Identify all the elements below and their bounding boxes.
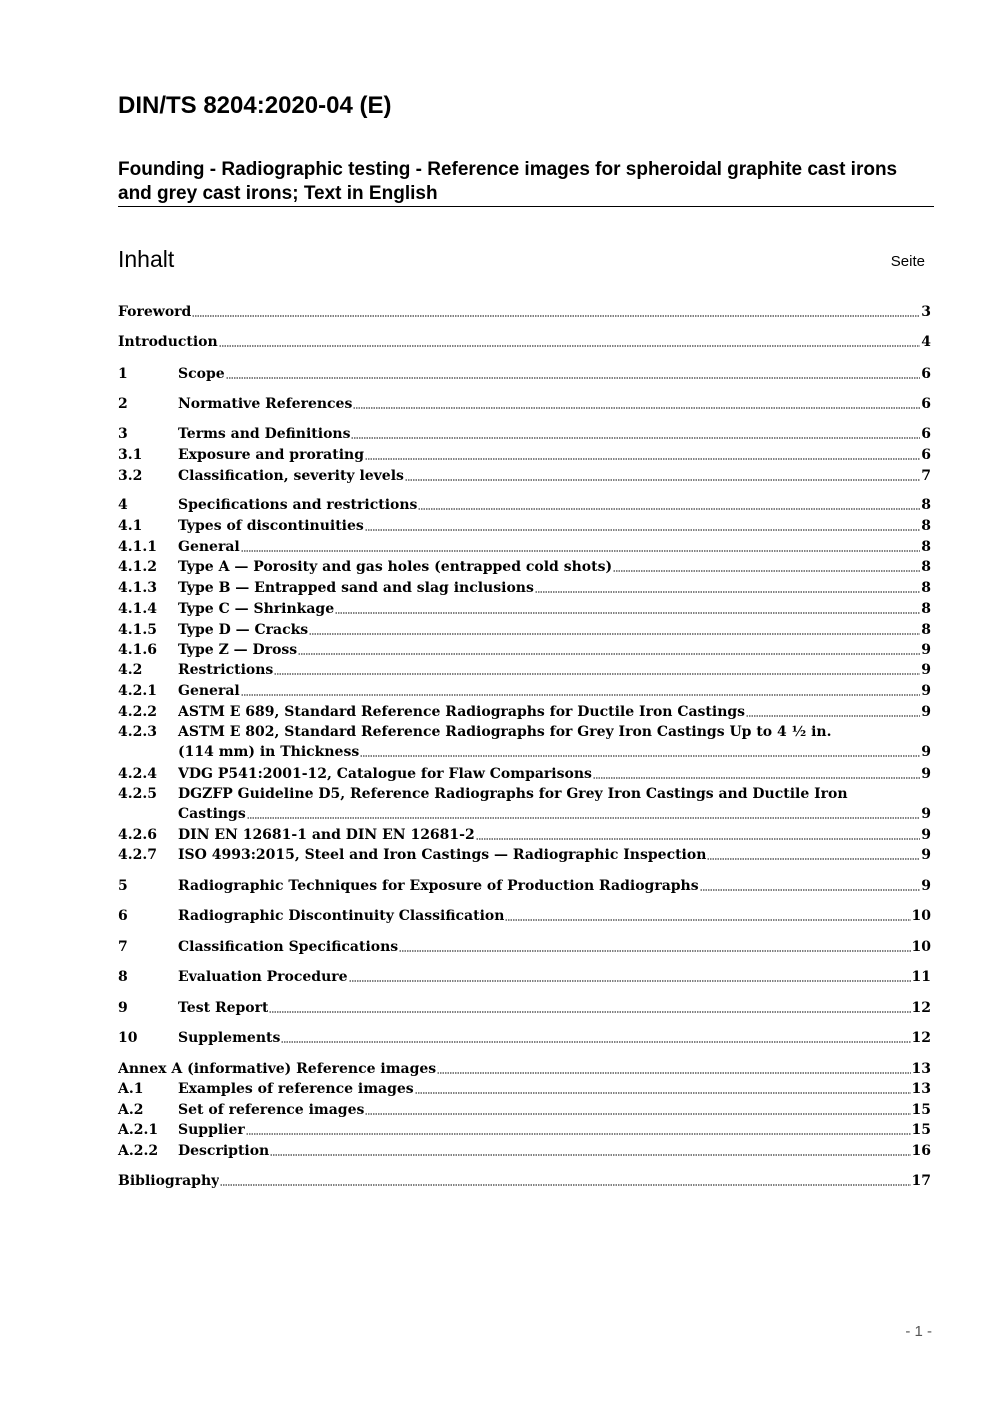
toc-entry-page: 9 <box>921 683 931 699</box>
document-title: DIN/TS 8204:2020-04 (E) <box>118 92 392 119</box>
toc-leader-dots <box>246 1133 911 1135</box>
toc-entry-page: 9 <box>921 827 931 843</box>
toc-leader-dots <box>700 889 921 891</box>
toc-entry-number: 10 <box>118 1030 138 1046</box>
toc-entry-title: Exposure and prorating <box>178 447 364 463</box>
toc-entry-page: 9 <box>921 847 931 863</box>
toc-entry-title: Supplements <box>178 1030 281 1046</box>
toc-entry-page: 8 <box>921 559 931 575</box>
toc-leader-dots <box>274 673 920 675</box>
toc-leader-dots <box>353 407 920 409</box>
toc-entry[interactable] <box>118 640 931 660</box>
toc-entry-title: Evaluation Procedure <box>178 969 348 985</box>
toc-entry-page: 8 <box>921 622 931 638</box>
toc-entry[interactable] <box>118 1079 931 1099</box>
toc-entry-number: 4.1.4 <box>118 601 157 617</box>
toc-entry-title: Specifications and restrictions <box>178 497 418 513</box>
toc-entry[interactable] <box>118 495 931 515</box>
toc-entry[interactable] <box>118 660 931 680</box>
toc-entry[interactable] <box>118 967 931 987</box>
toc-entry-number: 4.1.6 <box>118 642 157 658</box>
toc-leader-dots <box>415 1092 911 1094</box>
toc-leader-dots <box>270 1154 910 1156</box>
toc-entry-title: VDG P541:2001-12, Catalogue for Flaw Comparisons <box>178 766 592 782</box>
toc-entry-page: 8 <box>921 539 931 555</box>
toc-entry-title: Radiographic Techniques for Exposure of Production Radiographs <box>178 878 699 894</box>
toc-entry-page: 9 <box>921 878 931 894</box>
toc-entry[interactable] <box>118 906 931 926</box>
toc-entry[interactable] <box>118 424 931 444</box>
toc-entry-page: 15 <box>911 1102 931 1118</box>
toc-leader-dots <box>192 315 920 317</box>
toc-entry[interactable] <box>118 466 931 486</box>
toc-entry-title: Normative References <box>178 396 353 412</box>
page-number: - 1 - <box>905 1323 932 1340</box>
toc-entry-page: 8 <box>921 497 931 513</box>
toc-entry-number: 8 <box>118 969 128 985</box>
toc-entry-number: A.2.1 <box>118 1122 159 1138</box>
toc-entry-number: 4.1.1 <box>118 539 157 555</box>
toc-leader-dots <box>351 437 920 439</box>
toc-leader-dots <box>241 694 921 696</box>
toc-entry[interactable] <box>118 557 931 577</box>
title-divider <box>118 206 934 207</box>
toc-entry-page: 9 <box>921 806 931 822</box>
toc-entry[interactable] <box>118 445 931 465</box>
toc-leader-dots <box>349 980 911 982</box>
toc-entry-page: 6 <box>921 366 931 382</box>
document-subtitle: Founding - Radiographic testing - Reference images for spheroidal graphite cast irons and grey cast irons; Text in English <box>118 159 898 204</box>
toc-entry-number: 6 <box>118 908 128 924</box>
toc-leader-dots <box>593 777 920 779</box>
toc-entry[interactable] <box>118 516 931 536</box>
toc-entry[interactable] <box>118 620 931 640</box>
toc-leader-dots <box>505 919 910 921</box>
toc-entry-title: General <box>178 683 240 699</box>
toc-entry-title: Classification Specifications <box>178 939 399 955</box>
toc-entry[interactable] <box>118 599 931 619</box>
toc-leader-dots <box>241 550 921 552</box>
toc-entry[interactable] <box>118 1141 931 1161</box>
toc-entry-page: 15 <box>911 1122 931 1138</box>
toc-entry[interactable] <box>118 764 931 784</box>
toc-entry-number: 4.2.7 <box>118 847 157 863</box>
toc-leader-dots <box>437 1072 910 1074</box>
toc-entry-title: Classification, severity levels <box>178 468 404 484</box>
toc-heading: Inhalt <box>118 246 175 272</box>
toc-entry[interactable] <box>118 784 931 824</box>
toc-entry-number: 9 <box>118 1000 128 1016</box>
toc-leader-dots <box>298 653 920 655</box>
toc-entry-number: 3.2 <box>118 468 143 484</box>
toc-entry-title: Bibliography <box>118 1173 220 1189</box>
toc-leader-dots <box>220 1184 910 1186</box>
toc-entry-title: Description <box>178 1143 270 1159</box>
toc-entry-title: Supplier <box>178 1122 245 1138</box>
toc-entry[interactable] <box>118 876 931 896</box>
toc-entry-page: 16 <box>911 1143 931 1159</box>
toc-entry[interactable] <box>118 681 931 701</box>
toc-leader-dots <box>399 950 910 952</box>
toc-entry[interactable] <box>118 332 931 352</box>
toc-entry-title: Type Z — Dross <box>178 642 298 658</box>
toc-entry-number: 4.2.1 <box>118 683 157 699</box>
toc-entry-title: DIN EN 12681-1 and DIN EN 12681-2 <box>178 827 475 843</box>
toc-entry-title: Annex A (informative) Reference images <box>118 1061 437 1077</box>
toc-leader-dots <box>365 1113 910 1115</box>
toc-entry-number: 3 <box>118 426 128 442</box>
toc-entry-number: 1 <box>118 366 128 382</box>
toc-entry-title: Type B — Entrapped sand and slag inclusions <box>178 580 534 596</box>
toc-leader-dots <box>269 1011 910 1013</box>
toc-entry[interactable] <box>118 722 931 762</box>
toc-entry-number: 3.1 <box>118 447 143 463</box>
toc-entry-title: General <box>178 539 240 555</box>
toc-leader-dots <box>418 508 920 510</box>
toc-entry-number: 7 <box>118 939 128 955</box>
toc-entry-number: 5 <box>118 878 128 894</box>
toc-entry-page: 8 <box>921 580 931 596</box>
toc-entry-number: 4.2.2 <box>118 704 157 720</box>
toc-entry-title: Type C — Shrinkage <box>178 601 335 617</box>
toc-entry-page: 9 <box>921 744 931 760</box>
toc-entry-page: 6 <box>921 396 931 412</box>
toc-entry[interactable] <box>118 702 931 722</box>
toc-leader-dots <box>613 570 920 572</box>
toc-leader-dots <box>247 817 921 819</box>
toc-entry[interactable] <box>118 845 931 865</box>
toc-entry[interactable] <box>118 937 931 957</box>
toc-entry-number: 4 <box>118 497 128 513</box>
toc-entry-page: 10 <box>911 908 931 924</box>
toc-entry-number: 4.2.6 <box>118 827 157 843</box>
toc-entry-page: 6 <box>921 426 931 442</box>
toc-leader-dots <box>281 1041 910 1043</box>
toc-entry-page: 12 <box>911 1000 931 1016</box>
toc-entry-page: 10 <box>911 939 931 955</box>
toc-entry-title: Test Report <box>178 1000 269 1016</box>
toc-entry[interactable] <box>118 998 931 1018</box>
toc-entry[interactable] <box>118 302 931 322</box>
toc-entry-title: ISO 4993:2015, Steel and Iron Castings — Radiographic Inspection <box>178 847 707 863</box>
toc-entry-page: 4 <box>921 334 931 350</box>
toc-entry-number: 4.2 <box>118 662 143 678</box>
toc-leader-dots <box>365 458 920 460</box>
toc-leader-dots <box>360 755 920 757</box>
toc-entry-title: Restrictions <box>178 662 274 678</box>
toc-entry-title: Foreword <box>118 304 192 320</box>
toc-entry-number: 4.1.3 <box>118 580 157 596</box>
toc-entry[interactable] <box>118 1120 931 1140</box>
toc-entry-title: ASTM E 689, Standard Reference Radiographs for Ductile Iron Castings <box>178 704 746 720</box>
toc-entry-page: 3 <box>921 304 931 320</box>
toc-entry-page: 12 <box>911 1030 931 1046</box>
toc-entry-page: 9 <box>921 662 931 678</box>
toc-entry-page: 9 <box>921 704 931 720</box>
toc-entry-number: 4.1.5 <box>118 622 157 638</box>
toc-entry-number: 4.2.4 <box>118 766 157 782</box>
toc-entry-title: Introduction <box>118 334 218 350</box>
toc-entry[interactable] <box>118 364 931 384</box>
toc-entry-number: 2 <box>118 396 128 412</box>
toc-entry-number: 4.2.5 <box>118 786 157 802</box>
toc-entry-number: A.2 <box>118 1102 144 1118</box>
toc-leader-dots <box>226 377 921 379</box>
toc-entry-title: Type D — Cracks <box>178 622 309 638</box>
toc-entry-page: 7 <box>921 468 931 484</box>
toc-entry-title: ASTM E 802, Standard Reference Radiographs for Grey Iron Castings Up to 4 ½ in. <box>178 724 832 740</box>
toc-entry-page: 13 <box>911 1061 931 1077</box>
toc-entry-title: Set of reference images <box>178 1102 365 1118</box>
toc-entry-number: 4.2.3 <box>118 724 157 740</box>
toc-leader-dots <box>707 858 920 860</box>
toc-leader-dots <box>535 591 920 593</box>
toc-leader-dots <box>219 345 921 347</box>
toc-entry[interactable] <box>118 394 931 414</box>
toc-entry-page: 13 <box>911 1081 931 1097</box>
toc-leader-dots <box>335 612 920 614</box>
toc-entry[interactable] <box>118 537 931 557</box>
toc-entry-number: 4.1.2 <box>118 559 157 575</box>
toc-entry-page: 9 <box>921 766 931 782</box>
toc-entry[interactable] <box>118 1028 931 1048</box>
toc-entry-title: Types of discontinuities <box>178 518 364 534</box>
toc-entry-page: 11 <box>911 969 931 985</box>
toc-entry-title: Scope <box>178 366 225 382</box>
toc-entry-title-continued: Castings <box>178 806 246 822</box>
toc-entry[interactable] <box>118 825 931 845</box>
toc-entry[interactable] <box>118 1100 931 1120</box>
toc-leader-dots <box>309 633 920 635</box>
toc-entry-title: Radiographic Discontinuity Classification <box>178 908 505 924</box>
toc-leader-dots <box>746 715 920 717</box>
toc-entry-number: 4.1 <box>118 518 143 534</box>
toc-entry-page: 8 <box>921 518 931 534</box>
toc-entry-page: 17 <box>911 1173 931 1189</box>
toc-leader-dots <box>476 838 921 840</box>
toc-entry-title: Terms and Definitions <box>178 426 351 442</box>
toc-entry-page: 8 <box>921 601 931 617</box>
toc-entry-page: 9 <box>921 642 931 658</box>
toc-entry[interactable] <box>118 1171 931 1191</box>
toc-leader-dots <box>405 479 920 481</box>
toc-entry[interactable] <box>118 1059 931 1079</box>
toc-leader-dots <box>365 529 920 531</box>
toc-entry-page: 6 <box>921 447 931 463</box>
toc-entry-number: A.2.2 <box>118 1143 159 1159</box>
toc-entry-title: DGZFP Guideline D5, Reference Radiographs for Grey Iron Castings and Ductile Iron <box>178 786 848 802</box>
toc-entry-title: Examples of reference images <box>178 1081 414 1097</box>
toc-entry-number: A.1 <box>118 1081 144 1097</box>
toc-page-column-heading: Seite <box>890 253 925 270</box>
toc-entry[interactable] <box>118 578 931 598</box>
toc-entry-title: Type A — Porosity and gas holes (entrapped cold shots) <box>178 559 613 575</box>
toc-entry-title-continued: (114 mm) in Thickness <box>178 744 360 760</box>
